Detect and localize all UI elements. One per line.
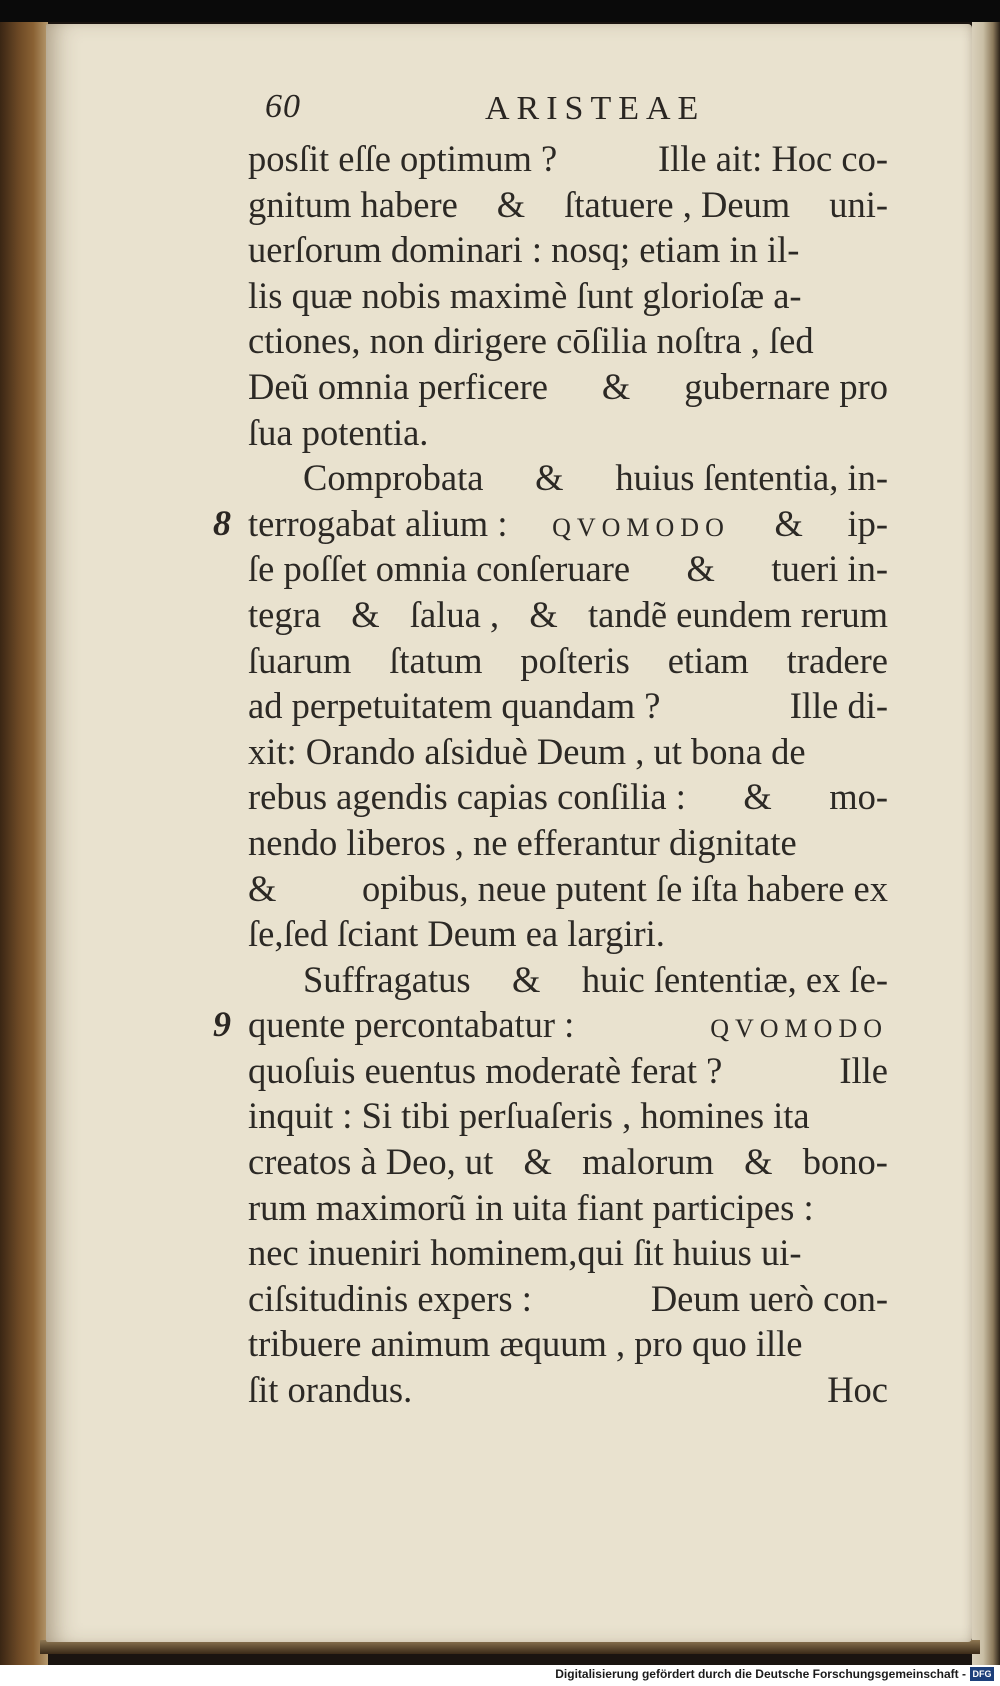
scan-top-band <box>0 0 1000 24</box>
text-line: lis quæ nobis maximè ſunt glorioſæ a- <box>248 274 802 316</box>
text-line: terrogabat alium : QVOMODO & ip- <box>248 501 888 547</box>
margin-number: 9 <box>213 1004 231 1044</box>
page-number: 60 <box>265 88 301 125</box>
text-line: xit: Orando aſsiduè Deum , ut bona de <box>248 730 806 772</box>
book-bottom-edge <box>40 1640 980 1654</box>
text-line: ſua potentia. <box>248 411 429 453</box>
text-line: nec inueniri hominem,qui ſit huius ui- <box>248 1232 802 1274</box>
text-line: gnitum habere & ſtatuere , Deum uni- <box>248 183 888 225</box>
small-caps-word: QVOMODO <box>552 512 730 542</box>
book-binding-edge <box>0 22 48 1665</box>
text-line: quoſuis euentus moderatè ferat ? Ille <box>248 1049 888 1091</box>
paragraph-start-line: Comprobata & huius ſententia, in- <box>303 457 888 499</box>
text-line: inquit : Si tibi perſuaſeris , homines ita <box>248 1095 810 1137</box>
running-title: ARISTEAE <box>485 90 706 127</box>
small-caps-word: QVOMODO <box>710 1014 888 1044</box>
text-line: & opibus, neue putent ſe iſta habere ex <box>248 867 888 909</box>
text-line: uerſorum dominari : nosq; etiam in il- <box>248 229 800 271</box>
text-line: creatos à Deo, ut & malorum & bono- <box>248 1141 888 1183</box>
text-block <box>248 136 888 1413</box>
text-line: ad perpetuitatem quandam ? Ille di- <box>248 685 888 727</box>
text-line: rum maximorũ in uita fiant participes : <box>248 1186 814 1228</box>
catchword: Hoc <box>827 1369 888 1411</box>
text-line: Deũ omnia perficere & gubernare pro <box>248 365 888 407</box>
book-fore-edge <box>972 22 1000 1665</box>
text-line: quente percontabatur : QVOMODO <box>248 1002 888 1048</box>
paragraph-start-line: Suffragatus & huic ſententiæ, ex ſe- <box>303 958 888 1000</box>
text-line: rebus agendis capias conſilia : & mo- <box>248 776 888 818</box>
dfg-logo-icon: DFG <box>970 1667 994 1681</box>
text-line: ſuarum ſtatum poſteris etiam tradere <box>248 639 888 681</box>
margin-number: 8 <box>213 503 231 543</box>
text-line: nendo liberos , ne efferantur dignitate <box>248 821 797 863</box>
text-line: ciſsitudinis expers : Deum uerò con- <box>248 1277 888 1319</box>
text-line: ctiones, non dirigere cōſilia noſtra , ſed <box>248 320 814 362</box>
catchword-line: ſit orandus. Hoc <box>248 1367 888 1413</box>
text-line: posſit eſſe optimum ? Ille ait: Hoc co- <box>248 138 888 179</box>
text-line: tribuere animum æquum , pro quo ille <box>248 1323 803 1365</box>
text-line: tegra & ſalua , & tandẽ eundem rerum <box>248 593 888 635</box>
footer-bar <box>0 1665 1000 1686</box>
running-head <box>265 88 865 134</box>
text-line: ſe,ſed ſciant Deum ea largiri. <box>248 913 665 955</box>
text-line: ſe poſſet omnia conſeruare & tueri in- <box>248 548 888 590</box>
funding-credit: Digitalisierung gefördert durch die Deutsche Forschungsgemeinschaft - <box>555 1667 966 1681</box>
